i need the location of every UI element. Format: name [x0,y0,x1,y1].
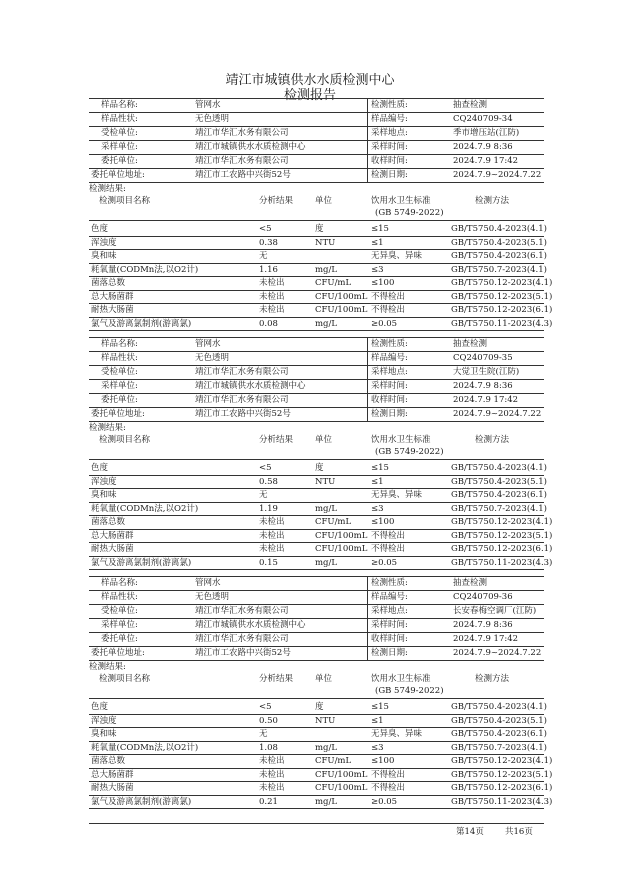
row-method: GB/T5750.11-2023(4.3) [451,557,553,568]
info-rule [89,407,367,408]
row-standard: 无异臭、异味 [371,490,423,500]
sampling-site-value: 大觉卫生院(江防) [453,367,520,377]
sample-name-label: 样品名称: [101,100,138,110]
row-rule [89,569,544,570]
page-total: 共16页 [505,827,533,837]
col-result-header: 分析结果 [259,435,294,445]
info-rule [367,379,544,380]
row-method: GB/T5750.12-2023(5.1) [451,769,553,780]
row-result: <5 [259,224,272,234]
test-date-label: 检测日期: [371,170,408,180]
row-unit: CFU/100mL [315,291,368,302]
row-standard: 不得检出 [371,305,406,315]
row-unit: 度 [315,702,324,712]
row-item: 耐热大肠菌 [91,544,134,554]
row-rule [89,236,544,237]
row-standard: 不得检出 [371,769,406,780]
section-top-rule [89,337,544,338]
sample-property-value: 无色透明 [195,114,230,124]
info-rule [89,379,367,380]
sample-name-value: 管网水 [195,578,221,588]
row-result: 未检出 [259,305,285,315]
sampling-time-value: 2024.7.9 8:36 [453,142,513,152]
sample-property-label: 样品性状: [101,592,138,602]
row-method: GB/T5750.4-2023(4.1) [451,702,547,712]
sampling-time-value: 2024.7.9 8:36 [453,381,513,391]
col-method-header: 检测方法 [475,674,510,684]
info-rule [367,590,544,591]
sample-name-label: 样品名称: [101,578,138,588]
client-unit-label: 委托单位: [101,634,138,644]
sampling-site-label: 采样地点: [371,128,408,138]
row-item: 浑浊度 [91,715,117,726]
results-heading: 检测结果: [89,662,126,672]
info-rule [367,393,544,394]
row-unit: 度 [315,463,324,473]
row-item: 耐热大肠菌 [91,305,134,315]
info-rule [367,351,544,352]
test-nature-value: 抽查检测 [453,339,488,349]
row-standard: ≤1 [371,715,384,726]
sampling-unit-label: 采样单位: [101,620,138,630]
info-rule [89,112,367,113]
info-rule [367,168,544,169]
row-standard: 无异臭、异味 [371,251,423,261]
row-item: 色度 [91,224,109,234]
test-date-value: 2024.7.9~2024.7.22 [453,648,542,658]
row-unit: CFU/mL [315,517,352,527]
row-item: 臭和味 [91,729,117,739]
client-unit-value: 靖江市华汇水务有限公司 [195,156,289,166]
row-method: GB/T5750.7-2023(4.1) [451,503,547,514]
row-method: GB/T5750.4-2023(5.1) [451,715,547,726]
table-header-rule [89,459,544,460]
col-result-header: 分析结果 [259,196,294,206]
info-rule [89,421,367,422]
info-rule [367,660,544,661]
receipt-time-label: 收样时间: [371,156,408,166]
row-method: GB/T5750.4-2023(4.1) [451,463,547,473]
info-rule [89,351,367,352]
sample-section [89,337,553,572]
row-item: 耗氧量(CODMn法,以O2计) [91,264,199,275]
sampling-time-label: 采样时间: [371,381,408,391]
row-standard: 不得检出 [371,291,406,302]
row-rule [89,249,544,250]
entrusted-unit-value: 靖江市华汇水务有限公司 [195,128,289,138]
row-unit: NTU [315,476,336,487]
sampling-site-value: 长安春梅空调厂(江防) [453,606,537,616]
row-method: GB/T5750.12-2023(6.1) [451,544,553,554]
receipt-time-label: 收样时间: [371,634,408,644]
row-result: 1.08 [259,742,278,753]
test-date-value: 2024.7.9~2024.7.22 [453,409,542,419]
row-standard: ≤3 [371,264,384,275]
info-rule [367,646,544,647]
col-item-header: 检测项目名称 [99,435,151,445]
col-std-subheader: (GB 5749-2022) [375,686,444,696]
results-heading: 检测结果: [89,423,126,433]
row-result: 0.21 [259,796,278,807]
table-header-rule [89,220,544,221]
test-date-label: 检测日期: [371,409,408,419]
row-result: <5 [259,463,272,473]
row-result: 无 [259,251,268,261]
sample-no-value: CQ240709-36 [453,592,513,602]
row-rule [89,502,544,503]
row-standard: ≥0.05 [371,796,398,807]
receipt-time-value: 2024.7.9 17:42 [453,634,519,644]
row-rule [89,488,544,489]
row-unit: mg/L [315,264,338,275]
sample-section [89,576,553,811]
sampling-site-label: 采样地点: [371,367,408,377]
row-method: GB/T5750.12-2023(4.1) [451,756,553,766]
row-unit: CFU/100mL [315,544,368,554]
sampling-unit-label: 采样单位: [101,142,138,152]
table-header-rule [89,698,544,699]
row-method: GB/T5750.4-2023(6.1) [451,490,547,500]
sample-name-value: 管网水 [195,100,221,110]
row-method: GB/T5750.4-2023(4.1) [451,224,547,234]
sample-section [89,98,553,333]
info-rule [367,604,544,605]
col-item-header: 检测项目名称 [99,196,151,206]
info-rule [367,154,544,155]
col-item-header: 检测项目名称 [99,674,151,684]
row-unit: mg/L [315,503,338,514]
entrusted-unit-value: 靖江市华汇水务有限公司 [195,367,289,377]
receipt-time-value: 2024.7.9 17:42 [453,395,519,405]
row-standard: 不得检出 [371,544,406,554]
sampling-site-value: 季市增压站(江防) [453,128,520,138]
row-standard: ≤100 [371,517,395,527]
row-method: GB/T5750.4-2023(6.1) [451,251,547,261]
row-item: 氯气及游离氯制剂(游离氯) [91,796,192,807]
row-result: 未检出 [259,756,285,766]
row-standard: 不得检出 [371,530,406,541]
row-item: 氯气及游离氯制剂(游离氯) [91,557,192,568]
col-unit-header: 单位 [315,674,333,684]
row-unit: NTU [315,715,336,726]
client-address-value: 靖江市工农路中兴街52号 [195,409,291,419]
row-rule [89,741,544,742]
row-rule [89,808,544,809]
row-item: 浑浊度 [91,237,117,248]
sampling-unit-value: 靖江市城镇供水水质检测中心 [195,381,306,391]
info-rule [89,590,367,591]
col-method-header: 检测方法 [475,196,510,206]
info-rule [367,407,544,408]
row-rule [89,781,544,782]
row-result: 0.15 [259,557,278,568]
row-rule [89,529,544,530]
row-method: GB/T5750.4-2023(5.1) [451,476,547,487]
row-item: 耐热大肠菌 [91,783,134,793]
test-nature-value: 抽查检测 [453,100,488,110]
sampling-unit-label: 采样单位: [101,381,138,391]
row-unit: mg/L [315,742,338,753]
row-rule [89,795,544,796]
page-number: 第14页 [456,827,484,837]
sample-property-label: 样品性状: [101,353,138,363]
row-item: 耗氧量(CODMn法,以O2计) [91,742,199,753]
row-standard: ≤15 [371,702,389,712]
row-item: 菌落总数 [91,278,126,288]
row-method: GB/T5750.7-2023(4.1) [451,264,547,275]
row-rule [89,727,544,728]
entrusted-unit-label: 受检单位: [101,606,138,616]
row-standard: 无异臭、异味 [371,729,423,739]
client-unit-value: 靖江市华汇水务有限公司 [195,634,289,644]
client-address-label: 委托单位地址: [91,409,145,419]
row-standard: ≥0.05 [371,557,398,568]
row-result: 0.50 [259,715,278,726]
row-unit: CFU/100mL [315,769,368,780]
row-unit: CFU/mL [315,756,352,766]
row-unit: CFU/mL [315,278,352,288]
sample-no-label: 样品编号: [371,592,408,602]
info-rule [367,182,544,183]
col-unit-header: 单位 [315,435,333,445]
entrusted-unit-label: 受检单位: [101,367,138,377]
row-method: GB/T5750.4-2023(5.1) [451,237,547,248]
report-title: 检测报告 [283,88,336,103]
sampling-time-label: 采样时间: [371,620,408,630]
col-unit-header: 单位 [315,196,333,206]
results-heading: 检测结果: [89,184,126,194]
receipt-time-label: 收样时间: [371,395,408,405]
sample-no-label: 样品编号: [371,353,408,363]
info-rule [89,154,367,155]
info-rule [367,632,544,633]
sample-no-label: 样品编号: [371,114,408,124]
test-date-value: 2024.7.9~2024.7.22 [453,170,542,180]
row-result: 0.58 [259,476,278,487]
row-standard: ≤100 [371,278,395,288]
client-address-value: 靖江市工农路中兴街52号 [195,170,291,180]
info-rule [367,112,544,113]
row-item: 菌落总数 [91,756,126,766]
sample-no-value: CQ240709-34 [453,114,513,124]
row-method: GB/T5750.12-2023(6.1) [451,783,553,793]
info-rule [89,646,367,647]
row-unit: CFU/100mL [315,305,368,315]
row-unit: CFU/100mL [315,783,368,793]
row-rule [89,263,544,264]
row-unit: mg/L [315,796,338,807]
client-unit-label: 委托单位: [101,395,138,405]
col-std-header: 饮用水卫生标准 [371,196,431,206]
footer-divider [89,823,544,824]
info-rule [89,182,367,183]
col-result-header: 分析结果 [259,674,294,684]
col-std-header: 饮用水卫生标准 [371,674,431,684]
row-method: GB/T5750.4-2023(6.1) [451,729,547,739]
info-rule [89,140,367,141]
row-result: 未检出 [259,769,285,780]
sampling-unit-value: 靖江市城镇供水水质检测中心 [195,620,306,630]
row-item: 色度 [91,463,109,473]
row-rule [89,515,544,516]
client-address-value: 靖江市工农路中兴街52号 [195,648,291,658]
sample-property-value: 无色透明 [195,592,230,602]
info-rule [367,365,544,366]
section-top-rule [89,576,544,577]
row-standard: ≤15 [371,224,389,234]
row-result: 未检出 [259,278,285,288]
client-unit-value: 靖江市华汇水务有限公司 [195,395,289,405]
row-unit: CFU/100mL [315,530,368,541]
sampling-time-value: 2024.7.9 8:36 [453,620,513,630]
row-item: 臭和味 [91,251,117,261]
row-standard: ≤1 [371,237,384,248]
section-top-rule [89,98,544,99]
row-method: GB/T5750.12-2023(5.1) [451,291,553,302]
col-std-subheader: (GB 5749-2022) [375,208,444,218]
row-rule [89,556,544,557]
info-rule [89,168,367,169]
row-standard: ≤1 [371,476,384,487]
row-unit: NTU [315,237,336,248]
row-result: 无 [259,729,268,739]
row-result: 0.38 [259,237,278,248]
sample-name-value: 管网水 [195,339,221,349]
receipt-time-value: 2024.7.9 17:42 [453,156,519,166]
row-item: 臭和味 [91,490,117,500]
sampling-time-label: 采样时间: [371,142,408,152]
info-rule [367,140,544,141]
row-method: GB/T5750.7-2023(4.1) [451,742,547,753]
test-nature-label: 检测性质: [371,578,408,588]
col-method-header: 检测方法 [475,435,510,445]
test-nature-label: 检测性质: [371,339,408,349]
row-result: 未检出 [259,544,285,554]
info-rule [89,126,367,127]
row-unit: mg/L [315,557,338,568]
sample-property-value: 无色透明 [195,353,230,363]
row-method: GB/T5750.12-2023(4.1) [451,517,553,527]
row-item: 总大肠菌群 [91,769,134,780]
col-std-subheader: (GB 5749-2022) [375,447,444,457]
row-item: 总大肠菌群 [91,291,134,302]
info-rule [89,618,367,619]
sampling-unit-value: 靖江市城镇供水水质检测中心 [195,142,306,152]
row-rule [89,714,544,715]
info-rule [89,604,367,605]
row-standard: ≤100 [371,756,395,766]
info-rule [367,618,544,619]
info-rule [367,421,544,422]
row-method: GB/T5750.11-2023(4.3) [451,796,553,807]
test-nature-label: 检测性质: [371,100,408,110]
row-rule [89,303,544,304]
client-address-label: 委托单位地址: [91,170,145,180]
row-rule [89,317,544,318]
row-rule [89,290,544,291]
row-rule [89,542,544,543]
row-item: 氯气及游离氯制剂(游离氯) [91,318,192,329]
col-std-header: 饮用水卫生标准 [371,435,431,445]
row-result: 未检出 [259,530,285,541]
row-method: GB/T5750.11-2023(4.3) [451,318,553,329]
row-result: 未检出 [259,783,285,793]
row-result: 1.16 [259,264,278,275]
test-date-label: 检测日期: [371,648,408,658]
row-item: 浑浊度 [91,476,117,487]
test-nature-value: 抽查检测 [453,578,488,588]
row-standard: ≤15 [371,463,389,473]
row-standard: 不得检出 [371,783,406,793]
row-rule [89,276,544,277]
info-rule [89,393,367,394]
row-item: 菌落总数 [91,517,126,527]
row-rule [89,475,544,476]
row-unit: 度 [315,224,324,234]
row-method: GB/T5750.12-2023(5.1) [451,530,553,541]
entrusted-unit-value: 靖江市华汇水务有限公司 [195,606,289,616]
row-rule [89,330,544,331]
row-rule [89,768,544,769]
row-result: 未检出 [259,517,285,527]
row-result: 无 [259,490,268,500]
sample-no-value: CQ240709-35 [453,353,513,363]
sampling-site-label: 采样地点: [371,606,408,616]
row-item: 耗氧量(CODMn法,以O2计) [91,503,199,514]
client-unit-label: 委托单位: [101,156,138,166]
row-method: GB/T5750.12-2023(6.1) [451,305,553,315]
info-rule [367,126,544,127]
info-rule [89,632,367,633]
entrusted-unit-label: 受检单位: [101,128,138,138]
client-address-label: 委托单位地址: [91,648,145,658]
row-unit: mg/L [315,318,338,329]
row-result: 未检出 [259,291,285,302]
row-standard: ≤3 [371,742,384,753]
row-rule [89,754,544,755]
org-title: 靖江市城镇供水水质检测中心 [225,73,395,88]
row-item: 总大肠菌群 [91,530,134,541]
row-method: GB/T5750.12-2023(4.1) [451,278,553,288]
sample-property-label: 样品性状: [101,114,138,124]
row-result: <5 [259,702,272,712]
info-rule [89,660,367,661]
info-rule [89,365,367,366]
row-result: 0.08 [259,318,278,329]
row-standard: ≤3 [371,503,384,514]
sample-name-label: 样品名称: [101,339,138,349]
row-result: 1.19 [259,503,278,514]
row-standard: ≥0.05 [371,318,398,329]
row-item: 色度 [91,702,109,712]
